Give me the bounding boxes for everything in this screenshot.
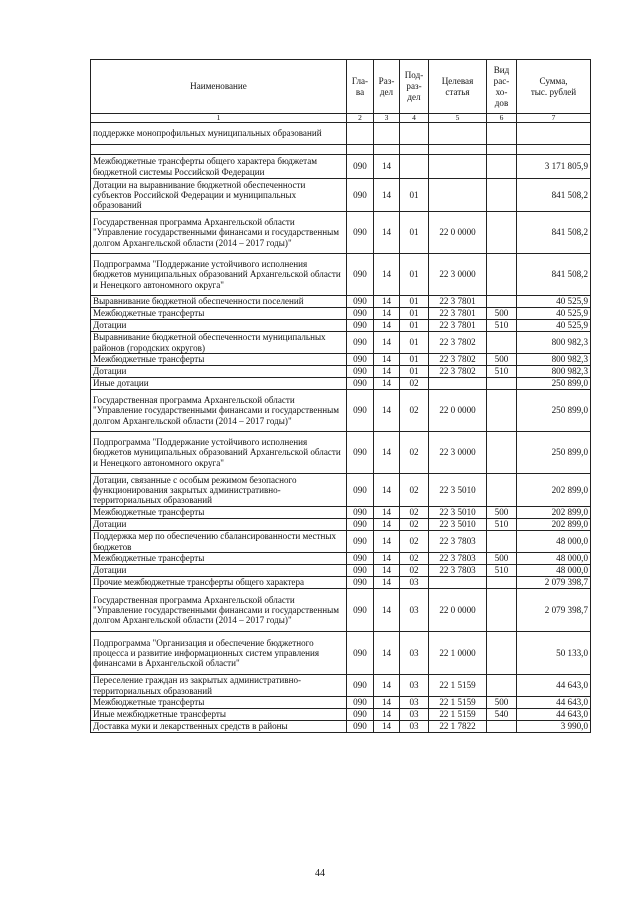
cell-name: Государственная программа Архангельской области "Управление государственными финансами и государственным долгом Архангельской области (2014 – 2017 годы)" bbox=[91, 589, 347, 632]
cell-pr: 02 bbox=[400, 474, 429, 507]
cell-cs: 22 3 7801 bbox=[429, 320, 487, 332]
cell-vr bbox=[487, 123, 517, 145]
cell-gl: 090 bbox=[347, 507, 374, 519]
cell-vr bbox=[487, 632, 517, 675]
cell-rz bbox=[374, 123, 400, 145]
header-line: дов bbox=[494, 97, 509, 108]
table-row bbox=[91, 432, 591, 474]
cell-name: Прочие межбюджетные трансферты общего характера bbox=[91, 577, 347, 589]
cell-vr bbox=[487, 675, 517, 697]
cell-pr: 03 bbox=[400, 577, 429, 589]
cell-gl: 090 bbox=[347, 553, 374, 565]
cell-pr: 02 bbox=[400, 378, 429, 390]
cell-cs: 22 0 0000 bbox=[429, 390, 487, 432]
cell-name: Дотации на выравнивание бюджетной обеспеченности субъектов Российской Федерации и муниципальных образований bbox=[91, 179, 347, 212]
cell-pr: 01 bbox=[400, 254, 429, 296]
cell-cs: 22 3 0000 bbox=[429, 254, 487, 296]
cell-cs: 22 3 7801 bbox=[429, 308, 487, 320]
header-line: Наименование bbox=[190, 81, 247, 91]
cell-pr: 03 bbox=[400, 589, 429, 632]
cell-pr: 02 bbox=[400, 507, 429, 519]
header-line: раз- bbox=[406, 81, 422, 91]
table-row bbox=[91, 308, 591, 320]
table-row bbox=[91, 332, 591, 354]
cell-pr bbox=[400, 145, 429, 155]
cell-sum: 202 899,0 bbox=[517, 519, 591, 531]
cell-cs: 22 1 5159 bbox=[429, 709, 487, 721]
table-row bbox=[91, 212, 591, 254]
cell-name: Межбюджетные трансферты общего характера бюджетам бюджетной системы Российской Федерации bbox=[91, 155, 347, 179]
cell-sum: 250 899,0 bbox=[517, 432, 591, 474]
table-row bbox=[91, 366, 591, 378]
cell-cs: 22 3 7803 bbox=[429, 531, 487, 553]
table-row bbox=[91, 145, 591, 155]
cell-pr: 03 bbox=[400, 675, 429, 697]
cell-gl bbox=[347, 123, 374, 145]
cell-gl: 090 bbox=[347, 675, 374, 697]
header-line: тыс. рублей bbox=[530, 86, 577, 97]
cell-vr bbox=[487, 378, 517, 390]
cell-name: Подпрограмма "Поддержание устойчивого исполнения бюджетов муниципальных образований Архангельской области и Ненецкого автономного округа" bbox=[91, 432, 347, 474]
cell-sum: 44 643,0 bbox=[517, 697, 591, 709]
cell-sum: 44 643,0 bbox=[517, 709, 591, 721]
cell-vr: 540 bbox=[487, 709, 517, 721]
cell-cs: 22 1 7822 bbox=[429, 721, 487, 733]
table-row bbox=[91, 709, 591, 721]
cell-cs bbox=[429, 179, 487, 212]
cell-pr: 02 bbox=[400, 553, 429, 565]
page-number: 44 bbox=[315, 868, 325, 879]
cell-sum: 2 079 398,7 bbox=[517, 577, 591, 589]
cell-sum: 841 508,2 bbox=[517, 212, 591, 254]
cell-sum: 841 508,2 bbox=[517, 179, 591, 212]
column-number: 3 bbox=[374, 114, 400, 123]
cell-gl: 090 bbox=[347, 531, 374, 553]
cell-pr: 02 bbox=[400, 432, 429, 474]
header-line: ва bbox=[355, 86, 365, 97]
cell-vr bbox=[487, 254, 517, 296]
cell-name: Межбюджетные трансферты bbox=[91, 553, 347, 565]
cell-pr: 01 bbox=[400, 320, 429, 332]
cell-rz: 14 bbox=[374, 378, 400, 390]
cell-vr bbox=[487, 474, 517, 507]
cell-vr: 500 bbox=[487, 697, 517, 709]
cell-rz: 14 bbox=[374, 432, 400, 474]
cell-vr: 510 bbox=[487, 565, 517, 577]
cell-name: Переселение граждан из закрытых административно-территориальных образований bbox=[91, 675, 347, 697]
cell-pr: 03 bbox=[400, 632, 429, 675]
cell-pr: 01 bbox=[400, 332, 429, 354]
cell-gl: 090 bbox=[347, 697, 374, 709]
cell-name: Подпрограмма "Организация и обеспечение бюджетного процесса и развитие информационных систем управления финансами в Архангельской области" bbox=[91, 632, 347, 675]
table-row bbox=[91, 378, 591, 390]
cell-gl: 090 bbox=[347, 308, 374, 320]
cell-pr: 03 bbox=[400, 721, 429, 733]
cell-pr: 01 bbox=[400, 296, 429, 308]
cell-cs bbox=[429, 145, 487, 155]
cell-cs bbox=[429, 577, 487, 589]
column-number: 5 bbox=[429, 114, 487, 123]
column-number: 7 bbox=[517, 114, 591, 123]
cell-vr: 510 bbox=[487, 320, 517, 332]
cell-cs: 22 3 7803 bbox=[429, 565, 487, 577]
cell-gl: 090 bbox=[347, 366, 374, 378]
header-line: Под- bbox=[404, 70, 424, 80]
cell-sum: 40 525,9 bbox=[517, 308, 591, 320]
cell-vr: 510 bbox=[487, 519, 517, 531]
cell-name: Выравнивание бюджетной обеспеченности муниципальных районов (городских округов) bbox=[91, 332, 347, 354]
cell-gl: 090 bbox=[347, 632, 374, 675]
header-chapter bbox=[347, 60, 374, 114]
cell-name: Иные межбюджетные трансферты bbox=[91, 709, 347, 721]
cell-rz: 14 bbox=[374, 709, 400, 721]
cell-rz: 14 bbox=[374, 675, 400, 697]
cell-vr bbox=[487, 721, 517, 733]
cell-name: Межбюджетные трансферты bbox=[91, 354, 347, 366]
header-target-article bbox=[429, 60, 487, 114]
cell-name: Государственная программа Архангельской области "Управление государственными финансами и государственным долгом Архангельской области (2014 – 2017 годы)" bbox=[91, 212, 347, 254]
cell-sum: 800 982,3 bbox=[517, 366, 591, 378]
cell-rz: 14 bbox=[374, 179, 400, 212]
header-section bbox=[374, 60, 400, 114]
cell-sum: 48 000,0 bbox=[517, 531, 591, 553]
cell-gl: 090 bbox=[347, 212, 374, 254]
column-number: 4 bbox=[400, 114, 429, 123]
header-line: Вид bbox=[493, 64, 510, 75]
header-line: статья bbox=[445, 86, 470, 97]
cell-cs: 22 3 7802 bbox=[429, 366, 487, 378]
cell-sum: 48 000,0 bbox=[517, 553, 591, 565]
cell-sum: 202 899,0 bbox=[517, 474, 591, 507]
cell-sum: 800 982,3 bbox=[517, 354, 591, 366]
cell-gl: 090 bbox=[347, 589, 374, 632]
cell-cs: 22 3 5010 bbox=[429, 507, 487, 519]
cell-cs: 22 1 5159 bbox=[429, 675, 487, 697]
cell-pr bbox=[400, 123, 429, 145]
cell-gl: 090 bbox=[347, 577, 374, 589]
cell-vr bbox=[487, 432, 517, 474]
cell-vr bbox=[487, 589, 517, 632]
cell-vr bbox=[487, 145, 517, 155]
cell-sum: 44 643,0 bbox=[517, 675, 591, 697]
header-expense-type bbox=[487, 60, 517, 114]
cell-sum: 800 982,3 bbox=[517, 332, 591, 354]
cell-rz: 14 bbox=[374, 155, 400, 179]
cell-rz: 14 bbox=[374, 589, 400, 632]
cell-gl: 090 bbox=[347, 354, 374, 366]
cell-sum: 40 525,9 bbox=[517, 320, 591, 332]
cell-gl: 090 bbox=[347, 320, 374, 332]
column-number: 2 bbox=[347, 114, 374, 123]
cell-pr: 01 bbox=[400, 179, 429, 212]
header-line: Сумма, bbox=[539, 75, 568, 86]
cell-sum bbox=[517, 123, 591, 145]
cell-rz: 14 bbox=[374, 254, 400, 296]
cell-sum: 3 171 805,9 bbox=[517, 155, 591, 179]
table-row bbox=[91, 531, 591, 553]
cell-pr: 02 bbox=[400, 531, 429, 553]
table-row bbox=[91, 254, 591, 296]
cell-vr: 500 bbox=[487, 553, 517, 565]
cell-vr: 500 bbox=[487, 507, 517, 519]
table-header-row bbox=[91, 60, 591, 114]
cell-vr bbox=[487, 531, 517, 553]
cell-pr: 03 bbox=[400, 709, 429, 721]
cell-gl: 090 bbox=[347, 709, 374, 721]
cell-gl: 090 bbox=[347, 474, 374, 507]
header-line: хо- bbox=[495, 86, 508, 97]
cell-rz: 14 bbox=[374, 531, 400, 553]
cell-gl: 090 bbox=[347, 390, 374, 432]
cell-gl bbox=[347, 145, 374, 155]
header-line: Целевая bbox=[441, 75, 474, 86]
cell-vr bbox=[487, 332, 517, 354]
cell-sum: 250 899,0 bbox=[517, 378, 591, 390]
cell-rz: 14 bbox=[374, 721, 400, 733]
cell-rz: 14 bbox=[374, 519, 400, 531]
cell-gl: 090 bbox=[347, 332, 374, 354]
cell-rz: 14 bbox=[374, 308, 400, 320]
header-sum bbox=[517, 60, 591, 114]
cell-sum: 250 899,0 bbox=[517, 390, 591, 432]
cell-gl: 090 bbox=[347, 565, 374, 577]
column-number: 1 bbox=[91, 114, 347, 123]
cell-name: Дотации bbox=[91, 565, 347, 577]
cell-rz: 14 bbox=[374, 577, 400, 589]
table-row bbox=[91, 354, 591, 366]
cell-rz: 14 bbox=[374, 296, 400, 308]
cell-name bbox=[91, 145, 347, 155]
cell-name: Выравнивание бюджетной обеспеченности поселений bbox=[91, 296, 347, 308]
cell-sum: 202 899,0 bbox=[517, 507, 591, 519]
cell-sum: 2 079 398,7 bbox=[517, 589, 591, 632]
column-number: 6 bbox=[487, 114, 517, 123]
header-line: рас- bbox=[493, 75, 510, 86]
cell-sum: 50 133,0 bbox=[517, 632, 591, 675]
cell-pr: 01 bbox=[400, 354, 429, 366]
cell-rz: 14 bbox=[374, 565, 400, 577]
table-row bbox=[91, 123, 591, 145]
cell-pr: 02 bbox=[400, 565, 429, 577]
cell-cs: 22 3 0000 bbox=[429, 432, 487, 474]
cell-rz: 14 bbox=[374, 474, 400, 507]
cell-vr: 510 bbox=[487, 366, 517, 378]
cell-rz: 14 bbox=[374, 320, 400, 332]
cell-vr: 500 bbox=[487, 354, 517, 366]
cell-gl: 090 bbox=[347, 155, 374, 179]
table-row bbox=[91, 553, 591, 565]
cell-cs bbox=[429, 155, 487, 179]
cell-rz: 14 bbox=[374, 390, 400, 432]
cell-rz: 14 bbox=[374, 553, 400, 565]
cell-vr bbox=[487, 179, 517, 212]
cell-sum: 841 508,2 bbox=[517, 254, 591, 296]
header-subsection bbox=[400, 60, 429, 114]
cell-gl: 090 bbox=[347, 254, 374, 296]
table-row bbox=[91, 296, 591, 308]
cell-sum bbox=[517, 145, 591, 155]
table-row bbox=[91, 320, 591, 332]
table-row bbox=[91, 474, 591, 507]
table-body bbox=[91, 123, 591, 733]
cell-gl: 090 bbox=[347, 296, 374, 308]
cell-name: Межбюджетные трансферты bbox=[91, 507, 347, 519]
cell-name: Поддержка мер по обеспечению сбалансированности местных бюджетов bbox=[91, 531, 347, 553]
cell-name: Межбюджетные трансферты bbox=[91, 308, 347, 320]
table-row bbox=[91, 589, 591, 632]
cell-gl: 090 bbox=[347, 378, 374, 390]
table-row bbox=[91, 390, 591, 432]
cell-name: поддержке монопрофильных муниципальных образований bbox=[91, 123, 347, 145]
cell-vr bbox=[487, 577, 517, 589]
table-row bbox=[91, 179, 591, 212]
table-row bbox=[91, 155, 591, 179]
header-name bbox=[91, 60, 347, 114]
cell-cs bbox=[429, 378, 487, 390]
table-row bbox=[91, 565, 591, 577]
cell-name: Иные дотации bbox=[91, 378, 347, 390]
cell-name: Дотации, связанные с особым режимом безопасного функционирования закрытых административно-территориальных образований bbox=[91, 474, 347, 507]
cell-pr: 01 bbox=[400, 308, 429, 320]
table-row bbox=[91, 632, 591, 675]
cell-cs: 22 3 7801 bbox=[429, 296, 487, 308]
cell-cs: 22 0 0000 bbox=[429, 212, 487, 254]
cell-rz: 14 bbox=[374, 697, 400, 709]
cell-vr bbox=[487, 390, 517, 432]
cell-rz bbox=[374, 145, 400, 155]
cell-pr: 03 bbox=[400, 697, 429, 709]
cell-cs: 22 0 0000 bbox=[429, 589, 487, 632]
cell-sum: 48 000,0 bbox=[517, 565, 591, 577]
cell-rz: 14 bbox=[374, 354, 400, 366]
cell-pr bbox=[400, 155, 429, 179]
cell-sum: 40 525,9 bbox=[517, 296, 591, 308]
cell-gl: 090 bbox=[347, 179, 374, 212]
table-row bbox=[91, 721, 591, 733]
header-line: Раз- bbox=[378, 75, 395, 86]
header-line: дел bbox=[407, 92, 421, 102]
cell-gl: 090 bbox=[347, 721, 374, 733]
cell-cs: 22 3 7802 bbox=[429, 354, 487, 366]
header-line: Гла- bbox=[351, 75, 369, 86]
cell-name: Государственная программа Архангельской области "Управление государственными финансами и государственным долгом Архангельской области (2014 – 2017 годы)" bbox=[91, 390, 347, 432]
cell-name: Подпрограмма "Поддержание устойчивого исполнения бюджетов муниципальных образований Архангельской области и Ненецкого автономного округа" bbox=[91, 254, 347, 296]
cell-rz: 14 bbox=[374, 212, 400, 254]
column-number-row bbox=[91, 114, 591, 123]
cell-rz: 14 bbox=[374, 632, 400, 675]
table-row bbox=[91, 577, 591, 589]
cell-cs: 22 3 7802 bbox=[429, 332, 487, 354]
cell-vr bbox=[487, 155, 517, 179]
cell-gl: 090 bbox=[347, 519, 374, 531]
cell-vr bbox=[487, 296, 517, 308]
cell-vr: 500 bbox=[487, 308, 517, 320]
cell-pr: 02 bbox=[400, 390, 429, 432]
budget-table bbox=[90, 59, 591, 733]
cell-gl: 090 bbox=[347, 432, 374, 474]
table-row bbox=[91, 519, 591, 531]
header-line: дел bbox=[379, 86, 394, 97]
cell-cs: 22 3 7803 bbox=[429, 553, 487, 565]
cell-name: Дотации bbox=[91, 366, 347, 378]
cell-pr: 02 bbox=[400, 519, 429, 531]
cell-cs: 22 1 5159 bbox=[429, 697, 487, 709]
table-row bbox=[91, 697, 591, 709]
cell-name: Межбюджетные трансферты bbox=[91, 697, 347, 709]
cell-name: Доставка муки и лекарственных средств в районы bbox=[91, 721, 347, 733]
cell-vr bbox=[487, 212, 517, 254]
table-row bbox=[91, 675, 591, 697]
cell-rz: 14 bbox=[374, 507, 400, 519]
cell-cs bbox=[429, 123, 487, 145]
cell-pr: 01 bbox=[400, 212, 429, 254]
cell-pr: 01 bbox=[400, 366, 429, 378]
cell-rz: 14 bbox=[374, 366, 400, 378]
table-row bbox=[91, 507, 591, 519]
cell-name: Дотации bbox=[91, 519, 347, 531]
cell-cs: 22 3 5010 bbox=[429, 474, 487, 507]
cell-cs: 22 1 0000 bbox=[429, 632, 487, 675]
cell-rz: 14 bbox=[374, 332, 400, 354]
cell-sum: 3 990,0 bbox=[517, 721, 591, 733]
cell-cs: 22 3 5010 bbox=[429, 519, 487, 531]
cell-name: Дотации bbox=[91, 320, 347, 332]
